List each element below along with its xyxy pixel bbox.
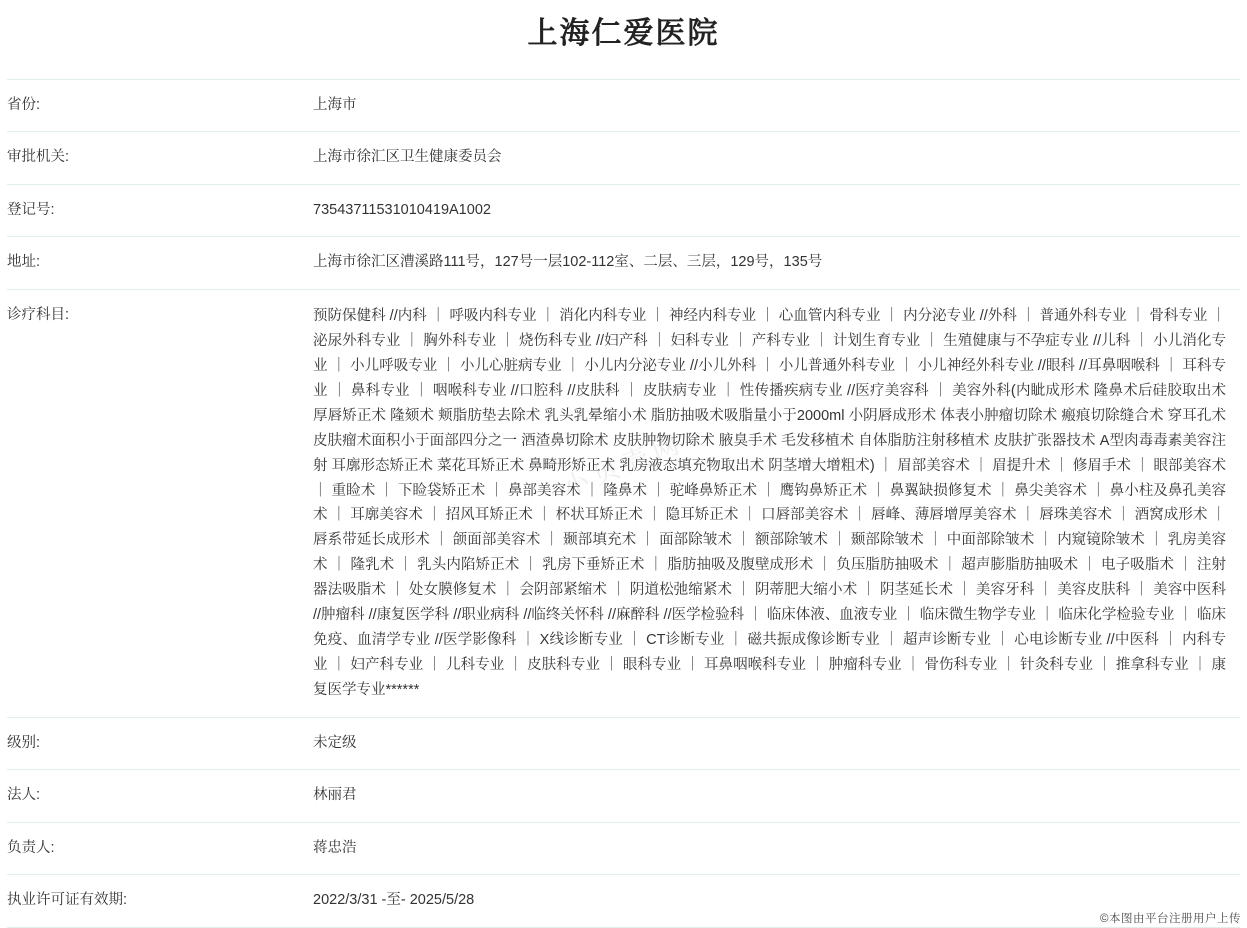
table-row-scope	[7, 289, 1240, 717]
table-row	[7, 80, 1240, 132]
table-row	[7, 875, 1240, 927]
row-label: 级别:	[7, 734, 41, 751]
row-label: 法人:	[7, 787, 41, 804]
row-label: 登记号:	[7, 201, 55, 218]
table-row	[7, 184, 1240, 236]
page-title: 上海仁爱医院	[527, 17, 720, 50]
row-label: 省份:	[7, 97, 41, 113]
row-value-scope: 预防保健科 //内科 ｜ 呼吸内科专业 ｜ 消化内科专业 ｜ 神经内科专业 ｜ 心血管内科专业 ｜ 内分泌专业 //外科 ｜ 普通外科专业 ｜ 骨科专业 ｜ 泌尿外科专业 ｜ 胸外科专业 ｜ 烧伤科专业 //妇产科 ｜ 妇科专业 ｜ 产科专业 ｜ 计划生育专业 ｜ 生殖健康与不孕症专业 //儿科 ｜ 小儿消化专业 ｜ 小儿呼吸专业 ｜ 小儿心脏病专业 ｜ 小儿内分泌专业 //小儿外科 ｜ 小儿普通外科专业 ｜ 小儿神经外科专业 //眼科 //耳鼻咽喉科 ｜ 耳科专业 ｜ 鼻科专业 ｜ 咽喉科专业 //口腔科 //皮肤科 ｜ 皮肤病专业 ｜ 性传播疾病专业 //医疗美容科 ｜ 美容外科(内眦成形术 隆鼻术后硅胶取出术 厚唇矫正术 隆颏术 颊脂肪垫去除术 乳头乳晕缩小术 脂肪抽吸术吸脂量小于2000ml 小阴唇成形术 体表小肿瘤切除术 瘢痕切除缝合术 穿耳孔术 皮肤瘤术面积小于面部四分之一 酒渣鼻切除术 皮肤肿物切除术 腋臭手术 毛发移植术 自体脂肪注射移植术 皮肤扩张器技术 A型肉毒毒素美容注射 耳廓形态矫正术 菜花耳矫正术 鼻畸形矫正术 乳房液态填充物取出术 阴茎增大增粗术) ｜ 眉部美容术 ｜ 眉提升术 ｜ 修眉手术 ｜ 眼部美容术 ｜ 重睑术 ｜ 下睑袋矫正术 ｜ 鼻部美容术 ｜ 隆鼻术 ｜ 驼峰鼻矫正术 ｜ 鹰钩鼻矫正术 ｜ 鼻翼缺损修复术 ｜ 鼻尖美容术 ｜ 鼻小柱及鼻孔美容术 ｜ 耳廓美容术 ｜ 招风耳矫正术 ｜ 杯状耳矫正术 ｜ 隐耳矫正术 ｜ 口唇部美容术 ｜ 唇峰、薄唇增厚美容术 ｜ 唇珠美容术 ｜ 酒窝成形术 ｜ 唇系带延长成形术 ｜ 颌面部美容术 ｜ 颞部填充术 ｜ 面部除皱术 ｜ 额部除皱术 ｜ 颞部除皱术 ｜ 中面部除皱术 ｜ 内窥镜除皱术 ｜ 乳房美容术 ｜ 隆乳术 ｜ 乳头内陷矫正术 ｜ 乳房下垂矫正术 ｜ 脂肪抽吸及腹壁成形术 ｜ 负压脂肪抽吸术 ｜ 超声膨脂肪抽吸术 ｜ 电子吸脂术 ｜ 注射器法吸脂术 ｜ 处女膜修复术 ｜ 会阴部紧缩术 ｜ 阴道松弛缩紧术 ｜ 阴蒂肥大缩小术 ｜ 阴茎延长术 ｜ 美容牙科 ｜ 美容皮肤科 ｜ 美容中医科 //肿瘤科 //康复医学科 //职业病科 //临终关怀科 //麻醉科 //医学检验科 ｜ 临床体液、血液专业 ｜ 临床微生物学专业 ｜ 临床化学检验专业 ｜ 临床免疫、血清学专业 //医学影像科 ｜ X线诊断专业 ｜ CT诊断专业 ｜ 磁共振成像诊断专业 ｜ 超声诊断专业 ｜ 心电诊断专业 //中医科 ｜ 内科专业 ｜ 妇产科专业 ｜ 儿科专业 ｜ 皮肤科专业 ｜ 眼科专业 ｜ 耳鼻咽喉科专业 ｜ 肿瘤科专业 ｜ 骨伤科专业 ｜ 针灸科专业 ｜ 推拿科专业 ｜ 康复医学专业******	[313, 307, 1226, 698]
upload-credit-note: ©本图由平台注册用户上传	[1100, 912, 1241, 925]
row-value: 林丽君	[313, 787, 357, 804]
table-row	[7, 822, 1240, 874]
table-row	[7, 717, 1240, 769]
row-value: 2022/3/31 -至- 2025/5/28	[313, 892, 475, 909]
row-label: 负责人:	[7, 839, 55, 856]
row-value: 未定级	[313, 734, 357, 751]
table-row	[7, 770, 1240, 822]
row-label: 执业许可证有效期:	[7, 892, 128, 909]
row-value: 上海市	[313, 97, 357, 113]
watermark-text: 小贝壳网	[559, 428, 690, 504]
table-row	[7, 132, 1240, 184]
row-value: 73543711531010419A1002	[313, 201, 491, 218]
row-value: 蒋忠浩	[313, 839, 357, 856]
hospital-info-table	[7, 79, 1240, 928]
table-row	[7, 237, 1240, 289]
row-value: 上海市徐汇区漕溪路111号，127号一层102-112室、二层、三层，129号，135号	[313, 254, 823, 271]
row-label: 诊疗科目:	[7, 306, 70, 323]
row-label: 审批机关:	[7, 149, 70, 166]
row-label: 地址:	[7, 254, 41, 271]
row-value: 上海市徐汇区卫生健康委员会	[313, 149, 502, 166]
